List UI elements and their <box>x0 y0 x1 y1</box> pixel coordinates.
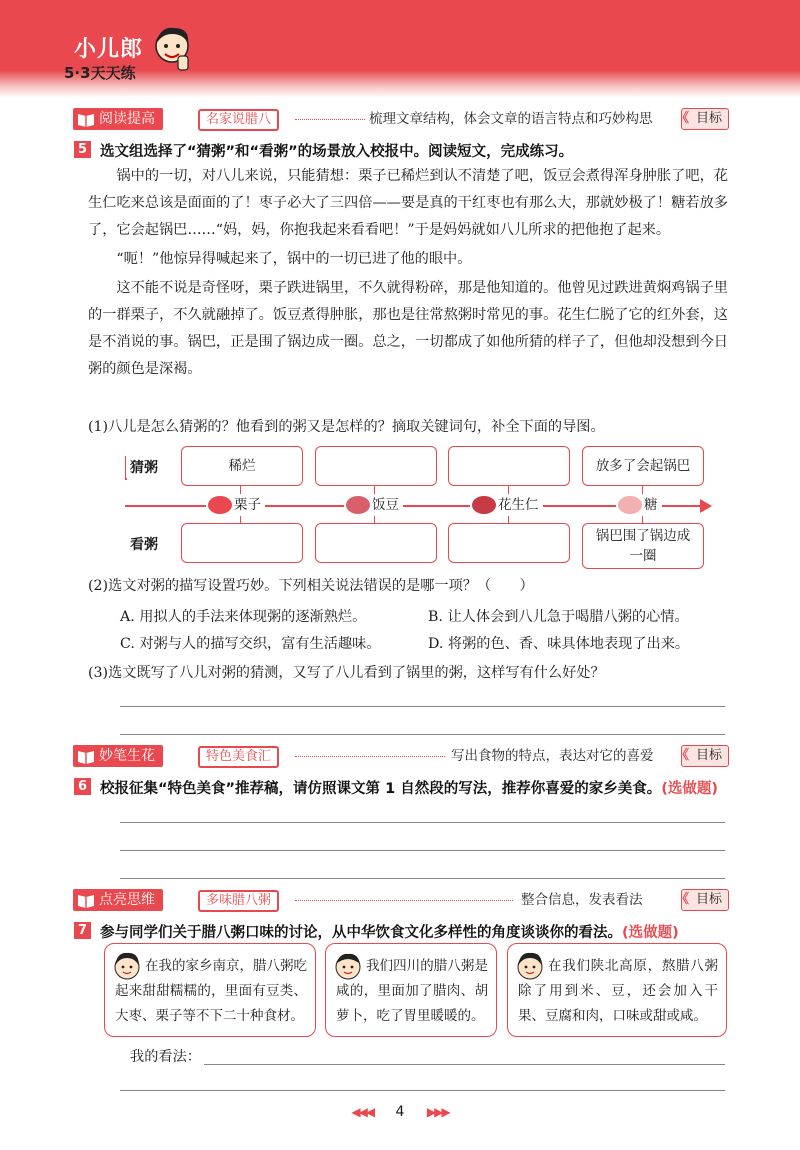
section-goal: 梳理文章结构，体会文章的语言特点和巧妙构思 <box>369 111 653 127</box>
option-c: C. 对粥与人的描写交织，富有生活趣味。 <box>120 636 381 652</box>
guess-box-blank[interactable] <box>448 446 570 486</box>
next-arrows-icon: ▶▶▶ <box>426 1105 449 1119</box>
optional-tag: (选做题) <box>661 781 719 797</box>
section-tag <box>73 745 163 767</box>
guess-box: 放多了会起锅巴 <box>582 446 704 486</box>
section-subtitle: 多味腊八粥 <box>198 890 279 912</box>
section-tag <box>73 889 163 911</box>
answer-line[interactable] <box>120 1090 725 1091</box>
look-box <box>582 523 704 569</box>
my-view-label: 我的看法： <box>130 1049 201 1065</box>
dotted-divider <box>295 900 513 901</box>
food-label: 糖 <box>644 497 658 513</box>
question-number: 6 <box>74 778 91 795</box>
answer-line[interactable] <box>120 822 725 823</box>
guess-box: 稀烂 <box>181 446 303 486</box>
arrow-head-icon <box>700 499 712 513</box>
dotted-divider <box>295 119 365 120</box>
food-chestnut <box>206 494 265 516</box>
sub-question-1: (1)八儿是怎么猜粥的？他看到的粥又是怎样的？摘取关键词句，补全下面的导图。 <box>88 419 605 435</box>
section-tag <box>73 108 163 130</box>
section-header-writing <box>73 745 729 769</box>
section-tag-label: 点亮思维 <box>99 892 155 908</box>
look-box-label: 锅巴围了锅边成一圈 <box>595 528 691 564</box>
answer-line[interactable] <box>120 734 725 735</box>
question-number: 5 <box>74 141 91 158</box>
question-prompt <box>100 921 679 942</box>
speech-bubble <box>104 943 316 1037</box>
book-icon <box>77 748 95 764</box>
answer-line[interactable] <box>120 878 725 879</box>
answer-line[interactable] <box>120 850 725 851</box>
option-a: A. 用拟人的手法来体现粥的逐渐熟烂。 <box>120 609 367 625</box>
section-goal: 写出食物的特点，表达对它的喜爱 <box>451 748 654 764</box>
guess-box-blank[interactable] <box>315 446 437 486</box>
guess-label: 猜粥 <box>126 456 162 478</box>
goal-tag: 《 目标 <box>681 108 729 130</box>
speech-bubble <box>325 943 497 1037</box>
question-number: 7 <box>74 922 91 939</box>
section-goal: 整合信息，发表看法 <box>521 892 643 908</box>
question-prompt-text: 校报征集“特色美食”推荐稿，请仿照课文第 1 自然段的写法，推荐你喜爱的家乡美食。 <box>100 781 662 797</box>
section-tag-label: 阅读提高 <box>99 111 155 127</box>
peanut-icon <box>472 496 496 514</box>
bubble-text: 在我的家乡南京，腊八粥吃起来甜甜糯糯的，里面有豆类、大枣、栗子等不下二十种食材。 <box>115 958 307 1024</box>
section-header-reading <box>73 108 729 132</box>
sugar-icon <box>618 496 642 514</box>
passage-paragraph: 这不能不说是奇怪呀，栗子跌进锅里，不久就得粉碎，那是他知道的。他曾见过跌进黄焖鸡锅子里的一群栗子，不久就融掉了。饭豆煮得肿胀，那也是往常熬粥时常见的事。花生仁脱了它的红外套，这是不消说的事。锅巴，正是围了锅边成一圈。总之，一切都成了如他所猜的样子了，但他却没想到今日粥的颜色是深褐。 <box>88 280 728 377</box>
section-header-thinking <box>73 889 729 913</box>
section-subtitle: 特色美食汇 <box>198 746 279 768</box>
food-label: 花生仁 <box>498 497 539 513</box>
goal-tag: 《 目标 <box>681 889 729 911</box>
food-peanut <box>470 494 543 516</box>
passage-paragraph: 锅中的一切，对八儿来说，只能猜想：栗子已稀烂到认不清楚了吧，饭豆会煮得浑身肿胀了吧，花生仁吃来总该是面面的了！枣子必大了三四倍——要是真的干红枣也有那么大，那就妙极了！糖若放多了，它会起锅巴……“妈，妈，你抱我起来看看吧！”于是妈妈就如八儿所求的把他抱了起来。 <box>88 168 728 238</box>
question-prompt <box>100 777 718 798</box>
look-label: 看粥 <box>126 533 162 555</box>
book-icon <box>77 892 95 908</box>
look-box-blank[interactable] <box>315 523 437 563</box>
food-label: 饭豆 <box>372 497 399 513</box>
goal-tag: 《 目标 <box>681 745 729 767</box>
section-subtitle: 名家说腊八 <box>198 109 279 131</box>
option-d: D. 将粥的色、香、味具体地表现了出来。 <box>428 636 690 652</box>
bubble-text: 我们四川的腊八粥是咸的，里面加了腊肉、胡萝卜，吃了胃里暖暖的。 <box>336 958 488 1024</box>
food-sugar <box>616 494 662 516</box>
chestnut-icon <box>208 496 232 514</box>
answer-line[interactable] <box>204 1064 725 1065</box>
mascot-icon <box>150 22 194 74</box>
prev-arrows-icon: ◀◀◀ <box>351 1105 374 1119</box>
dotted-divider <box>295 756 445 757</box>
food-bean <box>344 494 403 516</box>
look-box-blank[interactable] <box>448 523 570 563</box>
series-name: 5·3天天练 <box>64 64 136 82</box>
sub-question-3: (3)选文既写了八儿对粥的猜测，又写了八儿看到了锅里的粥，这样写有什么好处？ <box>88 665 605 681</box>
speech-bubble <box>507 943 727 1037</box>
brand-logo: 小儿郎 <box>74 37 144 62</box>
question-prompt-text: 参与同学们关于腊八粥口味的讨论，从中华饮食文化多样性的角度谈谈你的看法。 <box>100 925 622 941</box>
passage-paragraph: “呃！”他惊异得喊起来了，锅中的一切已进了他的眼中。 <box>116 251 472 267</box>
answer-line[interactable] <box>120 706 725 707</box>
question-prompt: 选文组选择了“猜粥”和“看粥”的场景放入校报中。阅读短文，完成练习。 <box>100 144 574 160</box>
section-tag-label: 妙笔生花 <box>99 748 155 764</box>
bubble-text: 在我们陕北高原，熬腊八粥除了用到米、豆，还会加入干果、豆腐和肉，口味或甜或咸。 <box>518 958 718 1024</box>
reading-passage <box>88 163 728 383</box>
book-icon <box>77 111 95 127</box>
bean-icon <box>346 496 370 514</box>
food-label: 栗子 <box>234 497 261 513</box>
page-number: 4 <box>395 1104 405 1120</box>
sub-question-2: (2)选文对粥的描写设置巧妙。下列相关说法错误的是哪一项？（ ） <box>88 578 534 594</box>
page-footer <box>340 1104 460 1120</box>
look-box-blank[interactable] <box>181 523 303 563</box>
optional-tag: (选做题) <box>622 925 679 941</box>
option-b: B. 让人体会到八儿急于喝腊八粥的心情。 <box>428 609 689 625</box>
